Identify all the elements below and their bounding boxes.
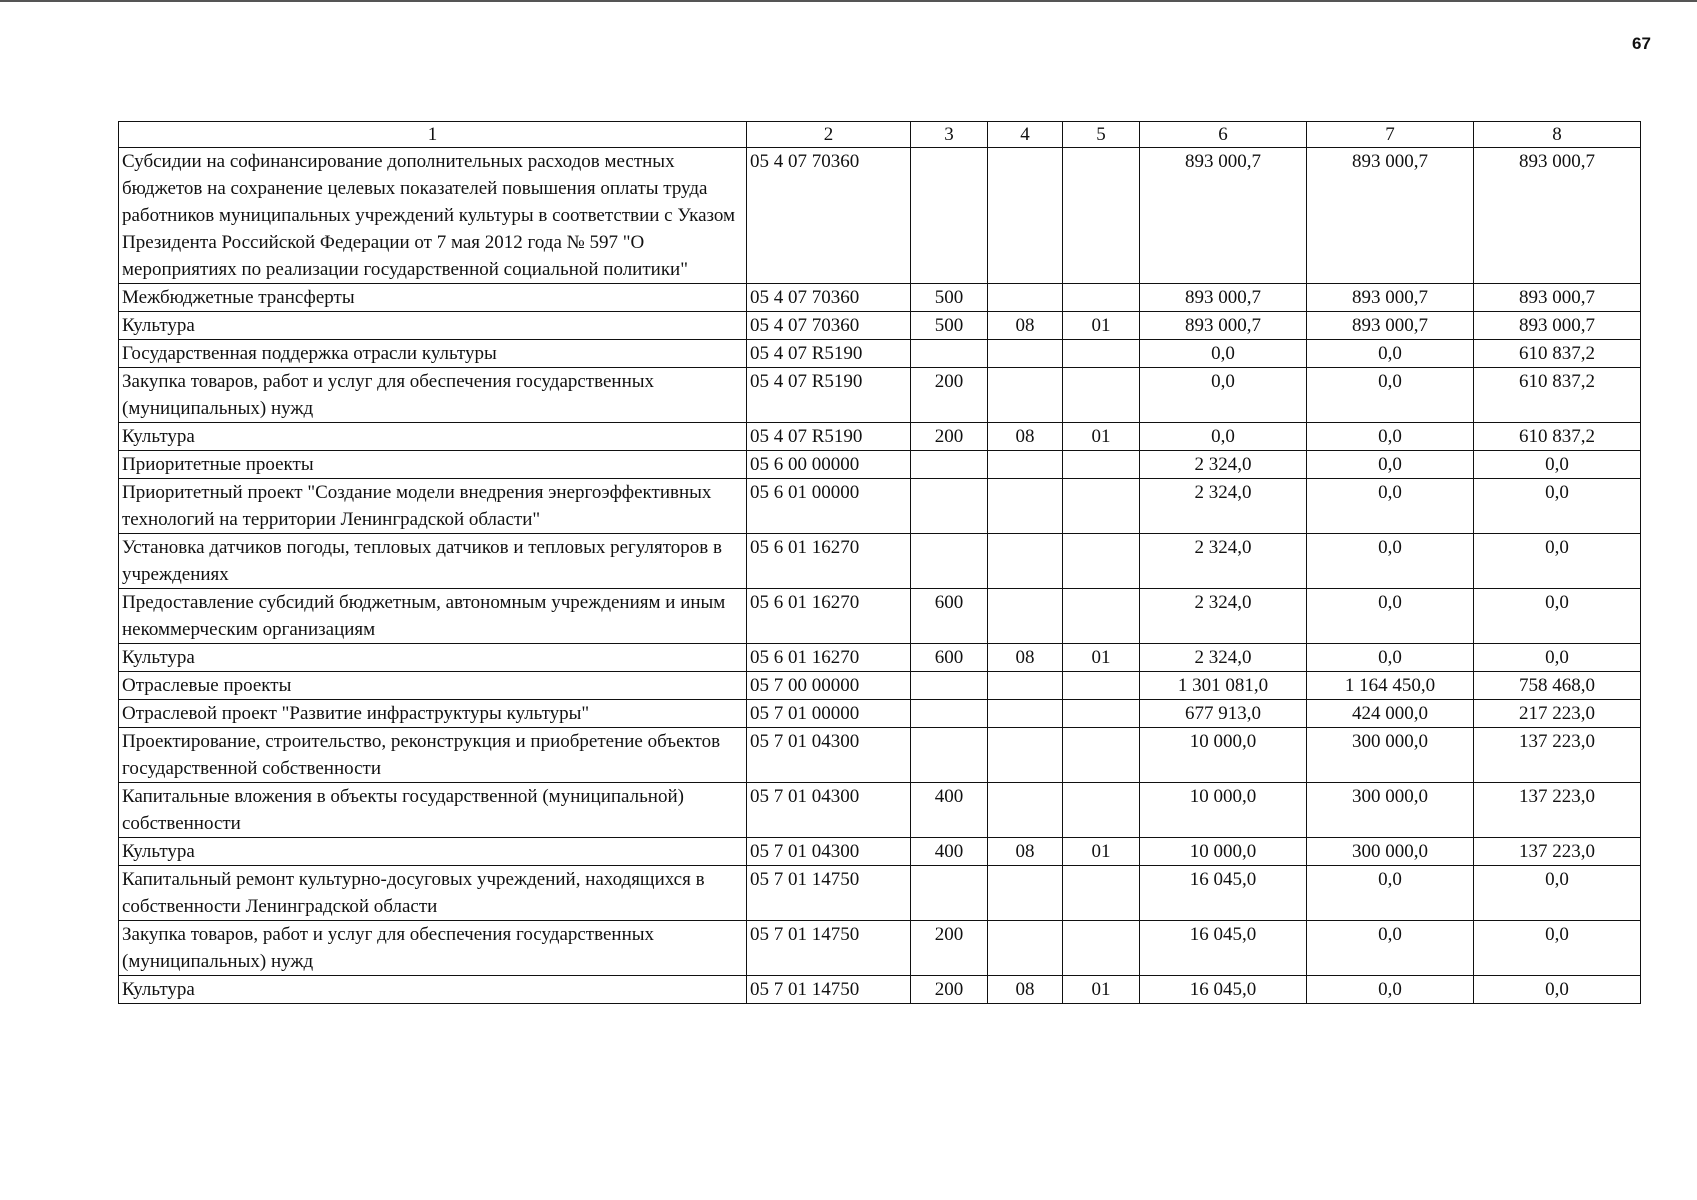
- subsection-cell: [1063, 783, 1140, 838]
- budget-code-cell: 05 6 01 00000: [747, 479, 911, 534]
- budget-code-cell: 05 6 01 16270: [747, 534, 911, 589]
- section-cell: [988, 921, 1063, 976]
- section-cell: 08: [988, 312, 1063, 340]
- amount-col7-cell: 0,0: [1307, 534, 1474, 589]
- row-name-cell: Установка датчиков погоды, тепловых датчиков и тепловых регуляторов в учреждениях: [119, 534, 747, 589]
- amount-col6-cell: 10 000,0: [1140, 838, 1307, 866]
- amount-col7-cell: 424 000,0: [1307, 700, 1474, 728]
- budget-code-cell: 05 7 01 14750: [747, 976, 911, 1004]
- subsection-cell: 01: [1063, 644, 1140, 672]
- column-header: 4: [988, 122, 1063, 148]
- expense-type-cell: 500: [911, 284, 988, 312]
- table-row: [119, 783, 1641, 838]
- subsection-cell: 01: [1063, 838, 1140, 866]
- amount-col8-cell: 217 223,0: [1474, 700, 1641, 728]
- budget-code-cell: 05 4 07 R5190: [747, 340, 911, 368]
- table-row: [119, 284, 1641, 312]
- row-name-cell: Отраслевые проекты: [119, 672, 747, 700]
- amount-col8-cell: 137 223,0: [1474, 783, 1641, 838]
- amount-col7-cell: 0,0: [1307, 368, 1474, 423]
- amount-col7-cell: 0,0: [1307, 644, 1474, 672]
- budget-code-cell: 05 4 07 70360: [747, 148, 911, 284]
- amount-col6-cell: 2 324,0: [1140, 479, 1307, 534]
- row-name-cell: Культура: [119, 644, 747, 672]
- amount-col7-cell: 0,0: [1307, 921, 1474, 976]
- section-cell: [988, 783, 1063, 838]
- section-cell: 08: [988, 644, 1063, 672]
- amount-col7-cell: 0,0: [1307, 866, 1474, 921]
- row-name-cell: Культура: [119, 423, 747, 451]
- expense-type-cell: 500: [911, 312, 988, 340]
- row-name-cell: Проектирование, строительство, реконструкция и приобретение объектов государственной собственности: [119, 728, 747, 783]
- column-header: 6: [1140, 122, 1307, 148]
- table-row: [119, 312, 1641, 340]
- header-row: [119, 122, 1641, 148]
- budget-code-cell: 05 4 07 R5190: [747, 423, 911, 451]
- table-body: [119, 148, 1641, 1004]
- row-name-cell: Культура: [119, 976, 747, 1004]
- budget-code-cell: 05 7 01 00000: [747, 700, 911, 728]
- budget-code-cell: 05 7 01 14750: [747, 866, 911, 921]
- budget-code-cell: 05 6 01 16270: [747, 644, 911, 672]
- table-row: [119, 700, 1641, 728]
- amount-col7-cell: 0,0: [1307, 340, 1474, 368]
- subsection-cell: [1063, 728, 1140, 783]
- budget-code-cell: 05 7 01 14750: [747, 921, 911, 976]
- amount-col7-cell: 1 164 450,0: [1307, 672, 1474, 700]
- expense-type-cell: 600: [911, 589, 988, 644]
- amount-col8-cell: 0,0: [1474, 589, 1641, 644]
- subsection-cell: 01: [1063, 423, 1140, 451]
- amount-col8-cell: 893 000,7: [1474, 284, 1641, 312]
- subsection-cell: 01: [1063, 976, 1140, 1004]
- expense-type-cell: [911, 534, 988, 589]
- expense-type-cell: 200: [911, 921, 988, 976]
- row-name-cell: Капитальные вложения в объекты государственной (муниципальной) собственности: [119, 783, 747, 838]
- amount-col6-cell: 1 301 081,0: [1140, 672, 1307, 700]
- table-row: [119, 644, 1641, 672]
- amount-col7-cell: 0,0: [1307, 451, 1474, 479]
- section-cell: 08: [988, 423, 1063, 451]
- table-row: [119, 534, 1641, 589]
- amount-col8-cell: 0,0: [1474, 479, 1641, 534]
- amount-col8-cell: 893 000,7: [1474, 312, 1641, 340]
- amount-col8-cell: 0,0: [1474, 644, 1641, 672]
- expense-type-cell: 400: [911, 783, 988, 838]
- subsection-cell: 01: [1063, 312, 1140, 340]
- expense-type-cell: [911, 148, 988, 284]
- amount-col8-cell: 610 837,2: [1474, 368, 1641, 423]
- section-cell: [988, 866, 1063, 921]
- amount-col7-cell: 0,0: [1307, 976, 1474, 1004]
- amount-col6-cell: 2 324,0: [1140, 534, 1307, 589]
- subsection-cell: [1063, 451, 1140, 479]
- budget-code-cell: 05 6 00 00000: [747, 451, 911, 479]
- budget-code-cell: 05 4 07 70360: [747, 312, 911, 340]
- section-cell: [988, 672, 1063, 700]
- expense-type-cell: [911, 672, 988, 700]
- section-cell: [988, 340, 1063, 368]
- expense-type-cell: [911, 728, 988, 783]
- budget-table: [118, 121, 1641, 1004]
- amount-col6-cell: 10 000,0: [1140, 728, 1307, 783]
- section-cell: [988, 479, 1063, 534]
- page-number: 67: [1632, 34, 1651, 53]
- subsection-cell: [1063, 340, 1140, 368]
- amount-col7-cell: 300 000,0: [1307, 838, 1474, 866]
- amount-col7-cell: 0,0: [1307, 423, 1474, 451]
- row-name-cell: Закупка товаров, работ и услуг для обеспечения государственных (муниципальных) нужд: [119, 921, 747, 976]
- subsection-cell: [1063, 368, 1140, 423]
- subsection-cell: [1063, 866, 1140, 921]
- section-cell: [988, 700, 1063, 728]
- section-cell: [988, 589, 1063, 644]
- row-name-cell: Приоритетный проект "Создание модели внедрения энергоэффективных технологий на территории Ленинградской области": [119, 479, 747, 534]
- amount-col6-cell: 10 000,0: [1140, 783, 1307, 838]
- table-row: [119, 148, 1641, 284]
- table-row: [119, 423, 1641, 451]
- subsection-cell: [1063, 700, 1140, 728]
- amount-col7-cell: 300 000,0: [1307, 783, 1474, 838]
- amount-col8-cell: 610 837,2: [1474, 423, 1641, 451]
- amount-col6-cell: 2 324,0: [1140, 589, 1307, 644]
- amount-col7-cell: 893 000,7: [1307, 312, 1474, 340]
- section-cell: [988, 284, 1063, 312]
- subsection-cell: [1063, 284, 1140, 312]
- amount-col6-cell: 893 000,7: [1140, 284, 1307, 312]
- table-row: [119, 368, 1641, 423]
- table-row: [119, 976, 1641, 1004]
- expense-type-cell: 200: [911, 423, 988, 451]
- table-row: [119, 921, 1641, 976]
- table-row: [119, 672, 1641, 700]
- amount-col8-cell: 0,0: [1474, 866, 1641, 921]
- column-header: 8: [1474, 122, 1641, 148]
- section-cell: [988, 534, 1063, 589]
- amount-col6-cell: 0,0: [1140, 368, 1307, 423]
- amount-col7-cell: 300 000,0: [1307, 728, 1474, 783]
- subsection-cell: [1063, 479, 1140, 534]
- section-cell: [988, 368, 1063, 423]
- row-name-cell: Отраслевой проект "Развитие инфраструктуры культуры": [119, 700, 747, 728]
- row-name-cell: Межбюджетные трансферты: [119, 284, 747, 312]
- amount-col7-cell: 0,0: [1307, 479, 1474, 534]
- amount-col7-cell: 893 000,7: [1307, 148, 1474, 284]
- table-row: [119, 589, 1641, 644]
- section-cell: [988, 728, 1063, 783]
- row-name-cell: Культура: [119, 312, 747, 340]
- budget-code-cell: 05 4 07 R5190: [747, 368, 911, 423]
- table-row: [119, 728, 1641, 783]
- table-row: [119, 340, 1641, 368]
- column-header: 3: [911, 122, 988, 148]
- expense-type-cell: [911, 700, 988, 728]
- amount-col8-cell: 137 223,0: [1474, 728, 1641, 783]
- expense-type-cell: [911, 451, 988, 479]
- amount-col6-cell: 16 045,0: [1140, 976, 1307, 1004]
- row-name-cell: Приоритетные проекты: [119, 451, 747, 479]
- table-row: [119, 838, 1641, 866]
- subsection-cell: [1063, 672, 1140, 700]
- amount-col8-cell: 758 468,0: [1474, 672, 1641, 700]
- section-cell: [988, 148, 1063, 284]
- amount-col8-cell: 610 837,2: [1474, 340, 1641, 368]
- budget-code-cell: 05 4 07 70360: [747, 284, 911, 312]
- budget-code-cell: 05 7 01 04300: [747, 728, 911, 783]
- expense-type-cell: [911, 866, 988, 921]
- amount-col8-cell: 137 223,0: [1474, 838, 1641, 866]
- section-cell: [988, 451, 1063, 479]
- row-name-cell: Капитальный ремонт культурно-досуговых учреждений, находящихся в собственности Ленинградской области: [119, 866, 747, 921]
- amount-col8-cell: 0,0: [1474, 451, 1641, 479]
- subsection-cell: [1063, 534, 1140, 589]
- expense-type-cell: [911, 479, 988, 534]
- amount-col6-cell: 0,0: [1140, 340, 1307, 368]
- row-name-cell: Субсидии на софинансирование дополнительных расходов местных бюджетов на сохранение целевых показателей повышения оплаты труда работников муниципальных учреждений культуры в соответствии с Указом Президента Российской Федерации от 7 мая 2012 года № 597 "О мероприятиях по реализации государственной социальной политики": [119, 148, 747, 284]
- subsection-cell: [1063, 589, 1140, 644]
- section-cell: 08: [988, 976, 1063, 1004]
- budget-code-cell: 05 7 00 00000: [747, 672, 911, 700]
- amount-col6-cell: 16 045,0: [1140, 921, 1307, 976]
- expense-type-cell: [911, 340, 988, 368]
- amount-col6-cell: 0,0: [1140, 423, 1307, 451]
- table-row: [119, 451, 1641, 479]
- amount-col8-cell: 0,0: [1474, 534, 1641, 589]
- budget-code-cell: 05 6 01 16270: [747, 589, 911, 644]
- column-header: 5: [1063, 122, 1140, 148]
- column-header: 7: [1307, 122, 1474, 148]
- amount-col6-cell: 2 324,0: [1140, 451, 1307, 479]
- expense-type-cell: 200: [911, 976, 988, 1004]
- amount-col6-cell: 893 000,7: [1140, 148, 1307, 284]
- amount-col6-cell: 2 324,0: [1140, 644, 1307, 672]
- section-cell: 08: [988, 838, 1063, 866]
- subsection-cell: [1063, 921, 1140, 976]
- row-name-cell: Государственная поддержка отрасли культуры: [119, 340, 747, 368]
- subsection-cell: [1063, 148, 1140, 284]
- column-header: 2: [747, 122, 911, 148]
- amount-col8-cell: 893 000,7: [1474, 148, 1641, 284]
- amount-col7-cell: 893 000,7: [1307, 284, 1474, 312]
- expense-type-cell: 600: [911, 644, 988, 672]
- expense-type-cell: 200: [911, 368, 988, 423]
- amount-col6-cell: 16 045,0: [1140, 866, 1307, 921]
- amount-col8-cell: 0,0: [1474, 976, 1641, 1004]
- top-border-line: [0, 0, 1697, 2]
- column-header: 1: [119, 122, 747, 148]
- row-name-cell: Закупка товаров, работ и услуг для обеспечения государственных (муниципальных) нужд: [119, 368, 747, 423]
- amount-col7-cell: 0,0: [1307, 589, 1474, 644]
- amount-col8-cell: 0,0: [1474, 921, 1641, 976]
- expense-type-cell: 400: [911, 838, 988, 866]
- budget-code-cell: 05 7 01 04300: [747, 783, 911, 838]
- table-row: [119, 866, 1641, 921]
- budget-code-cell: 05 7 01 04300: [747, 838, 911, 866]
- row-name-cell: Предоставление субсидий бюджетным, автономным учреждениям и иным некоммерческим организациям: [119, 589, 747, 644]
- amount-col6-cell: 677 913,0: [1140, 700, 1307, 728]
- row-name-cell: Культура: [119, 838, 747, 866]
- table-row: [119, 479, 1641, 534]
- amount-col6-cell: 893 000,7: [1140, 312, 1307, 340]
